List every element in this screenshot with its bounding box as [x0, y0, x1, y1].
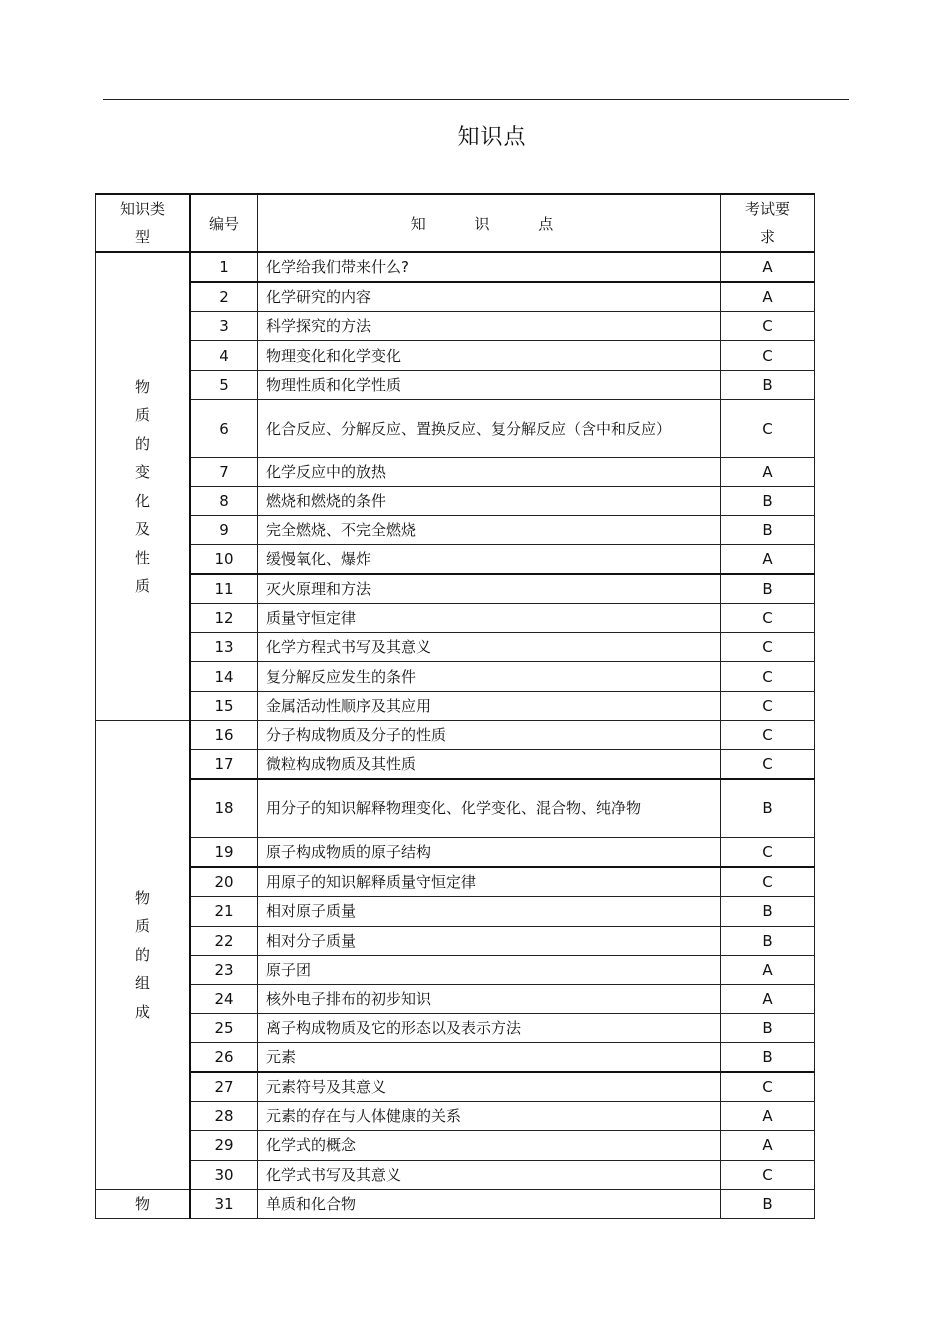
requirement-level: B: [721, 1042, 815, 1072]
table-row: [96, 574, 815, 604]
requirement-level: B: [721, 896, 815, 926]
knowledge-point: [258, 926, 721, 955]
knowledge-text: 元素的存在与人体健康的关系: [266, 1106, 462, 1125]
requirement-level: B: [721, 779, 815, 837]
knowledge-text: 分子构成物质及分子的性质: [266, 726, 447, 744]
knowledge-point: [258, 721, 721, 750]
table-row: [96, 662, 815, 692]
table-row: [96, 1101, 815, 1130]
knowledge-text: 化学给我们带来什么?: [266, 258, 409, 276]
knowledge-text: 化学方程式书写及其意义: [266, 638, 432, 656]
requirement-level: A: [721, 1101, 815, 1130]
requirement-level: B: [721, 487, 815, 516]
row-number: 29: [190, 1130, 258, 1160]
knowledge-text: 核外电子排布的初步知识: [266, 989, 432, 1008]
row-number: 7: [190, 458, 258, 487]
knowledge-text: 完全燃烧、不完全燃烧: [266, 521, 417, 539]
row-number: 22: [190, 926, 258, 955]
knowledge-point: [258, 545, 721, 575]
row-number: 19: [190, 837, 258, 867]
requirement-level: C: [721, 662, 815, 692]
table-row: [96, 896, 815, 926]
knowledge-text: 金属活动性顺序及其应用: [266, 697, 432, 715]
requirement-level: C: [721, 312, 815, 341]
requirement-level: C: [721, 633, 815, 662]
table-row: [96, 837, 815, 867]
knowledge-text: 燃烧和燃烧的条件: [266, 492, 387, 510]
table-row: [96, 282, 815, 312]
requirement-level: C: [721, 604, 815, 633]
table-row: [96, 487, 815, 516]
row-number: 3: [190, 312, 258, 341]
requirement-level: A: [721, 984, 815, 1013]
row-number: 31: [190, 1189, 258, 1219]
table-row: [96, 1072, 815, 1102]
requirement-level: A: [721, 458, 815, 487]
row-number: 2: [190, 282, 258, 312]
knowledge-point: [258, 458, 721, 487]
knowledge-text: 原子团: [266, 960, 312, 979]
knowledge-point: [258, 1160, 721, 1189]
knowledge-text: 原子构成物质的原子结构: [266, 842, 432, 861]
knowledge-point: [258, 1101, 721, 1130]
table-row: [96, 779, 815, 837]
requirement-level: B: [721, 1189, 815, 1219]
knowledge-text: 质量守恒定律: [266, 609, 357, 627]
knowledge-point: [258, 1130, 721, 1160]
knowledge-point: [258, 371, 721, 400]
group-type-cell: [96, 721, 191, 1190]
table-row: [96, 400, 815, 458]
table-row: [96, 867, 815, 897]
table-row: [96, 252, 815, 282]
requirement-level: C: [721, 1160, 815, 1189]
knowledge-point: [258, 779, 721, 837]
table-row: [96, 955, 815, 984]
row-number: 30: [190, 1160, 258, 1189]
table-row: [96, 721, 815, 750]
requirement-level: B: [721, 574, 815, 604]
row-number: 26: [190, 1042, 258, 1072]
row-number: 14: [190, 662, 258, 692]
knowledge-point: [258, 252, 721, 282]
knowledge-point: [258, 341, 721, 371]
row-number: 17: [190, 750, 258, 780]
table-row: [96, 341, 815, 371]
knowledge-text: 复分解反应发生的条件: [266, 667, 417, 686]
table-row: [96, 371, 815, 400]
table-row: [96, 1042, 815, 1072]
requirement-level: C: [721, 837, 815, 867]
row-number: 24: [190, 984, 258, 1013]
knowledge-text: 化学式书写及其意义: [266, 1165, 402, 1184]
knowledge-point: [258, 633, 721, 662]
row-number: 6: [190, 400, 258, 458]
top-rule: [103, 99, 849, 100]
row-number: 15: [190, 692, 258, 721]
knowledge-text: 物理性质和化学性质: [266, 376, 402, 394]
knowledge-text: 相对原子质量: [266, 902, 357, 920]
knowledge-point: [258, 1072, 721, 1102]
knowledge-point: [258, 984, 721, 1013]
table-row: [96, 750, 815, 780]
table-row: [96, 1189, 815, 1219]
requirement-level: C: [721, 692, 815, 721]
requirement-level: A: [721, 282, 815, 312]
page-title: 知识点: [457, 125, 527, 150]
knowledge-text: 化学反应中的放热: [266, 463, 387, 481]
knowledge-point: [258, 692, 721, 721]
row-number: 28: [190, 1101, 258, 1130]
knowledge-point: [258, 867, 721, 897]
knowledge-point: [258, 487, 721, 516]
knowledge-text: 用原子的知识解释质量守恒定律: [266, 872, 477, 891]
knowledge-text: 元素符号及其意义: [266, 1077, 387, 1096]
group-label: 物 质 的 组 成: [134, 888, 150, 1021]
requirement-level: A: [721, 1130, 815, 1160]
row-number: 9: [190, 516, 258, 545]
table-row: [96, 516, 815, 545]
knowledge-point: [258, 604, 721, 633]
knowledge-point: [258, 750, 721, 780]
knowledge-point: [258, 282, 721, 312]
header-knowledge: 知 识 点: [258, 194, 721, 252]
knowledge-text: 化学研究的内容: [266, 288, 372, 306]
row-number: 5: [190, 371, 258, 400]
knowledge-point: [258, 516, 721, 545]
knowledge-text: 科学探究的方法: [266, 317, 372, 335]
knowledge-text: 缓慢氧化、爆炸: [266, 550, 372, 568]
table-row: [96, 1160, 815, 1189]
knowledge-text: 物理变化和化学变化: [266, 346, 402, 365]
row-number: 25: [190, 1013, 258, 1042]
requirement-level: A: [721, 955, 815, 984]
table-row: [96, 984, 815, 1013]
requirement-level: C: [721, 721, 815, 750]
table-row: [96, 312, 815, 341]
knowledge-point: [258, 1013, 721, 1042]
requirement-level: A: [721, 252, 815, 282]
requirement-level: B: [721, 926, 815, 955]
knowledge-point: [258, 312, 721, 341]
knowledge-point: [258, 1189, 721, 1219]
requirement-level: B: [721, 516, 815, 545]
knowledge-point: [258, 400, 721, 458]
row-number: 12: [190, 604, 258, 633]
knowledge-text: 相对分子质量: [266, 931, 357, 950]
requirement-level: C: [721, 400, 815, 458]
knowledge-text: 化合反应、分解反应、置换反应、复分解反应（含中和反应）: [266, 419, 672, 438]
row-number: 18: [190, 779, 258, 837]
header-num: 编号: [190, 194, 258, 252]
knowledge-text: 用分子的知识解释物理变化、化学变化、混合物、纯净物: [266, 799, 642, 818]
row-number: 11: [190, 574, 258, 604]
table-row: [96, 545, 815, 575]
requirement-level: B: [721, 1013, 815, 1042]
requirement-level: C: [721, 341, 815, 371]
row-number: 8: [190, 487, 258, 516]
knowledge-point: [258, 1042, 721, 1072]
header-req: 考试要 求: [721, 194, 815, 252]
knowledge-text: 单质和化合物: [266, 1194, 357, 1213]
requirement-level: A: [721, 545, 815, 575]
requirement-level: B: [721, 371, 815, 400]
requirement-level: C: [721, 867, 815, 897]
row-number: 10: [190, 545, 258, 575]
row-number: 1: [190, 252, 258, 282]
group-label: 物 质 的 变 化 及 性 质: [134, 377, 150, 595]
requirement-level: C: [721, 750, 815, 780]
knowledge-point: [258, 574, 721, 604]
table-row: [96, 633, 815, 662]
knowledge-point: [258, 662, 721, 692]
row-number: 27: [190, 1072, 258, 1102]
knowledge-point: [258, 896, 721, 926]
table-row: [96, 604, 815, 633]
table-header-row: [96, 194, 815, 252]
requirement-level: C: [721, 1072, 815, 1102]
knowledge-text: 化学式的概念: [266, 1136, 357, 1154]
row-number: 4: [190, 341, 258, 371]
group-type-cell: [96, 252, 191, 721]
row-number: 20: [190, 867, 258, 897]
table-row: [96, 1130, 815, 1160]
table-row: [96, 692, 815, 721]
knowledge-text: 微粒构成物质及其性质: [266, 755, 417, 773]
row-number: 13: [190, 633, 258, 662]
knowledge-text: 元素: [266, 1047, 297, 1066]
header-type: 知识类 型: [96, 194, 191, 252]
group-type-cell: [96, 1189, 191, 1219]
table-row: [96, 1013, 815, 1042]
row-number: 21: [190, 896, 258, 926]
knowledge-table: [95, 193, 815, 1219]
knowledge-text: 离子构成物质及它的形态以及表示方法: [266, 1018, 522, 1037]
table-row: [96, 458, 815, 487]
knowledge-text: 灭火原理和方法: [266, 580, 372, 598]
row-number: 16: [190, 721, 258, 750]
knowledge-point: [258, 955, 721, 984]
knowledge-point: [258, 837, 721, 867]
row-number: 23: [190, 955, 258, 984]
table-row: [96, 926, 815, 955]
group-label: 物: [134, 1194, 150, 1213]
